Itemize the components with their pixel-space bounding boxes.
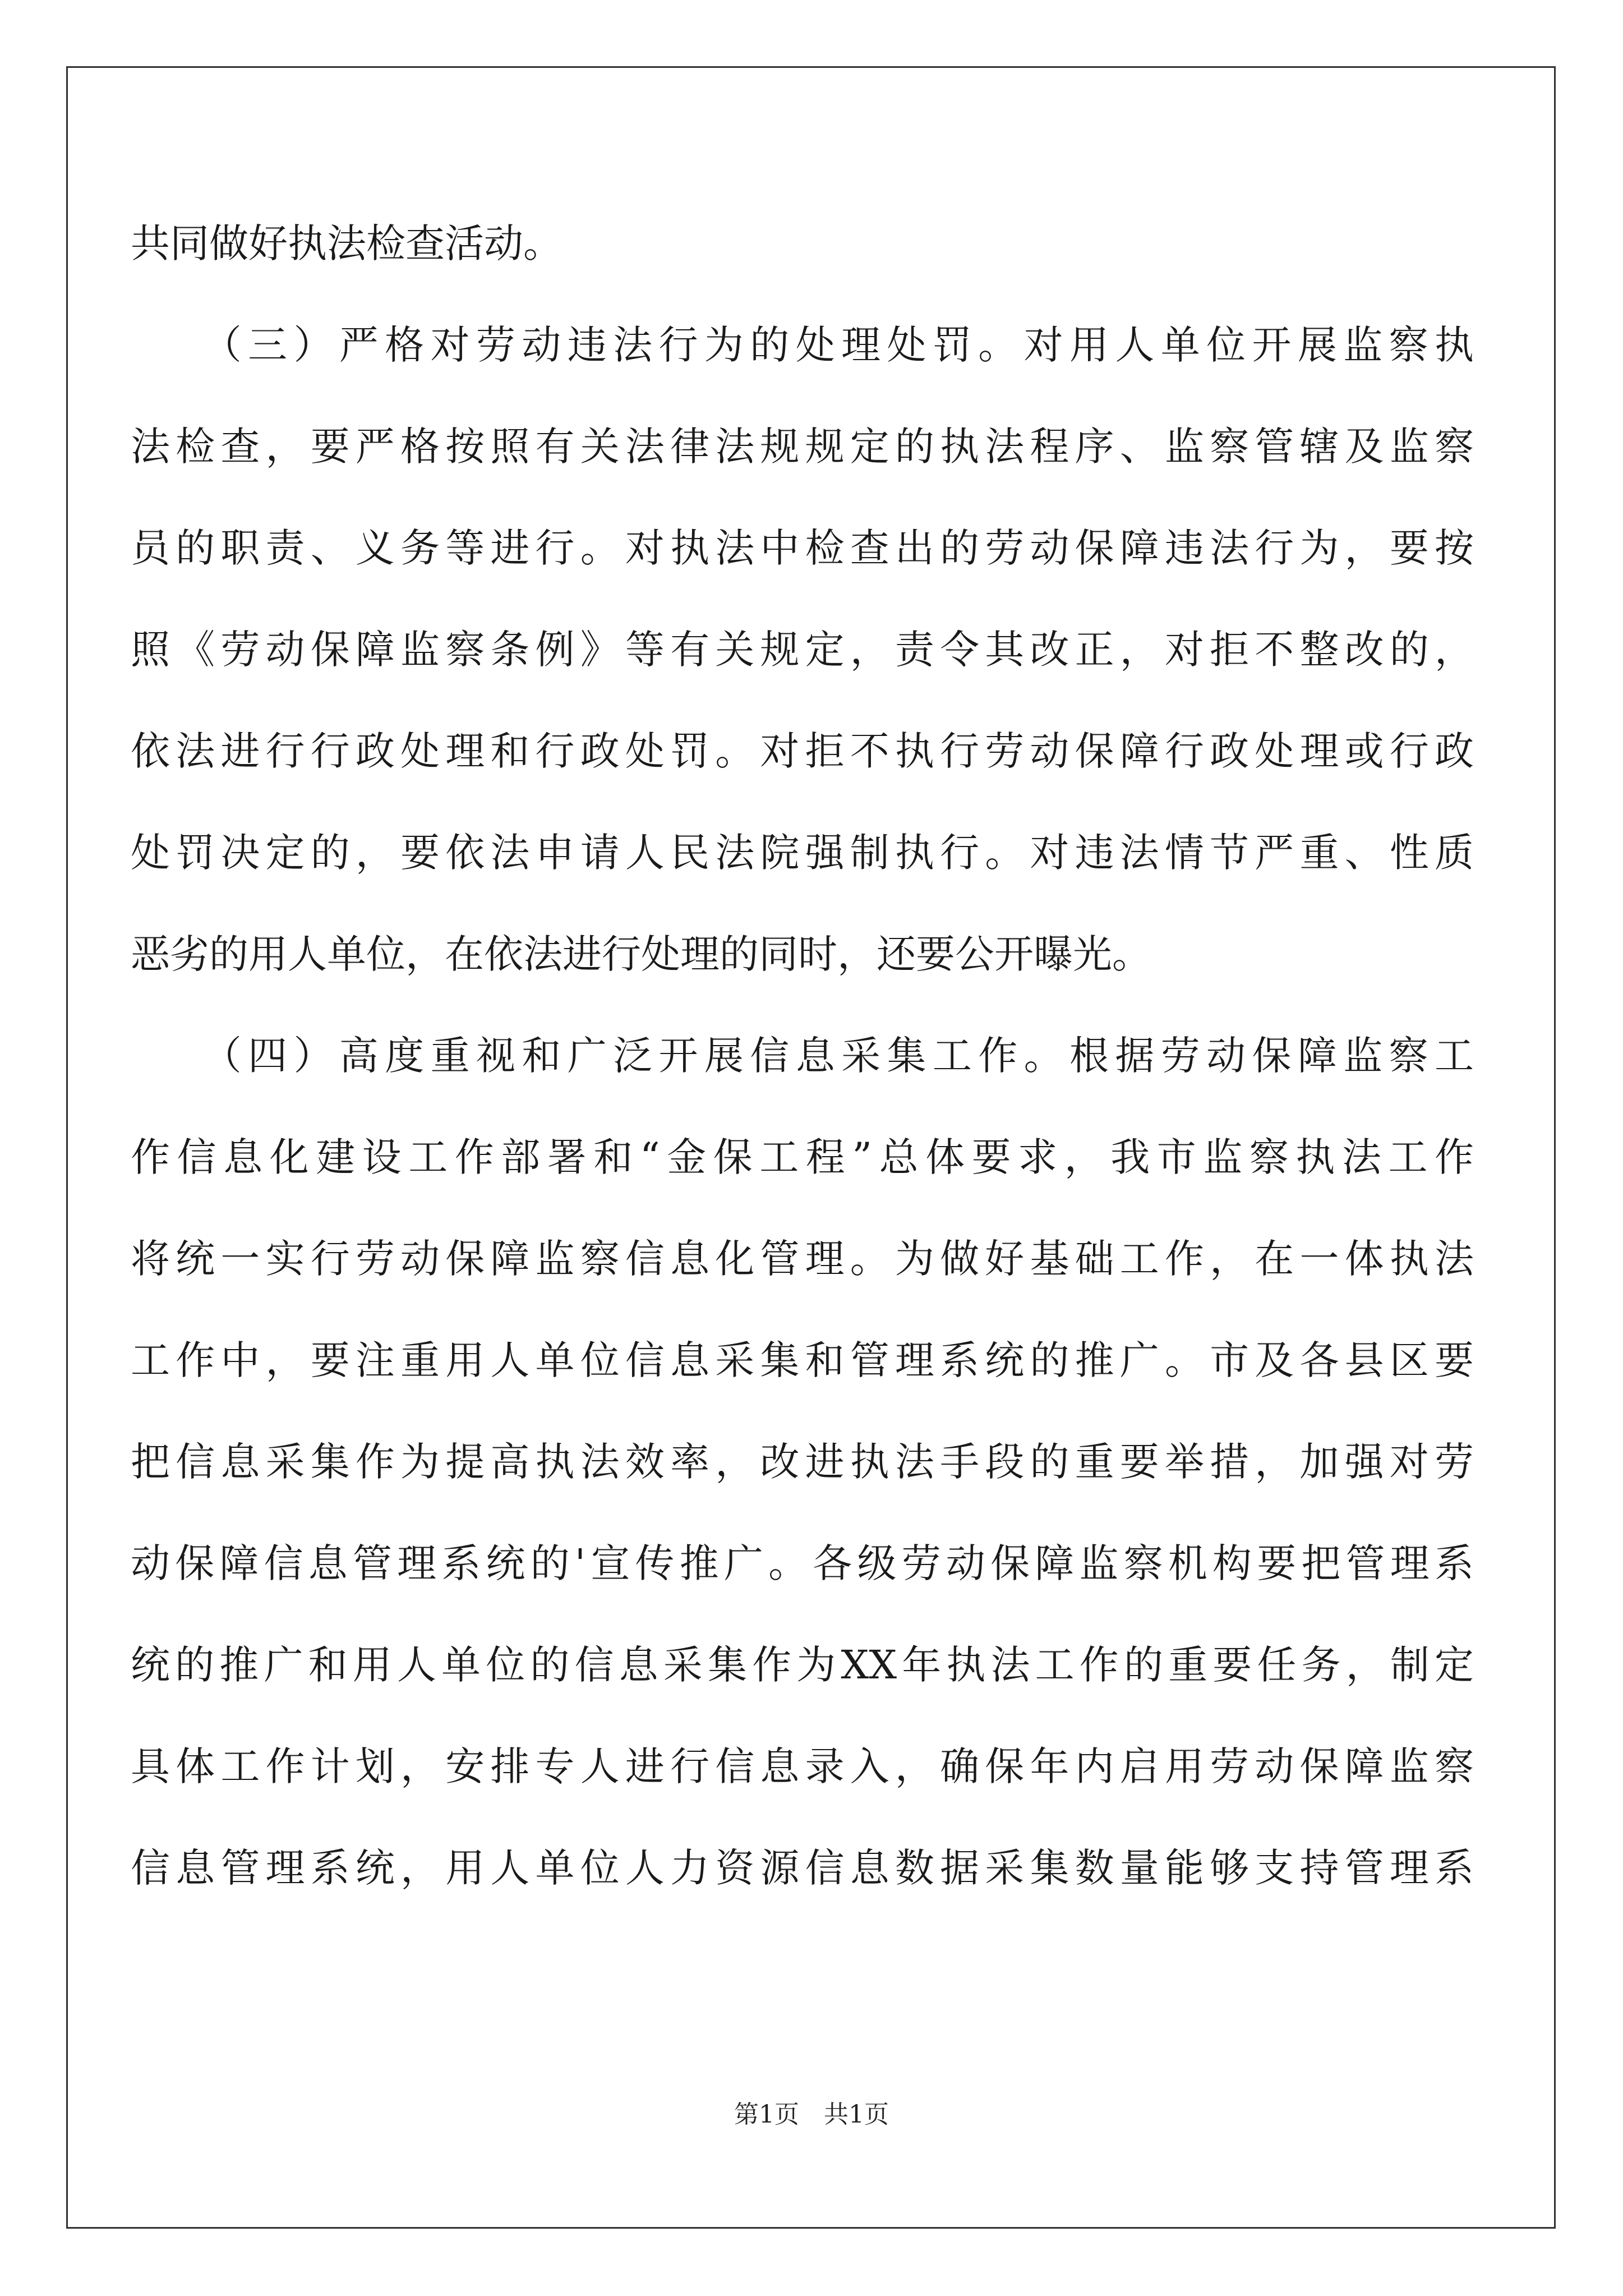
- text-line: 动保障信息管理系统的'宣传推广。各级劳动保障监察机构要把管理系: [131, 1540, 1474, 1586]
- text-line: （三）严格对劳动违法行为的处理处罚。对用人单位开展监察执: [131, 322, 1474, 368]
- document-body: [131, 199, 1474, 1925]
- text-line: 处罚决定的，要依法申请人民法院强制执行。对违法情节严重、性质: [131, 830, 1474, 876]
- text-line: 恶劣的用人单位，在依法进行处理的同时，还要公开曝光。: [131, 931, 1151, 977]
- text-line: 具体工作计划，安排专人进行信息录入，确保年内启用劳动保障监察: [131, 1743, 1474, 1789]
- text-line: 照《劳动保障监察条例》等有关规定，责令其改正，对拒不整改的，: [131, 627, 1474, 673]
- text-line: 工作中，要注重用人单位信息采集和管理系统的推广。市及各县区要: [131, 1337, 1474, 1383]
- text-line: 共同做好执法检查活动。: [131, 220, 562, 266]
- text-line: 法检查，要严格按照有关法律法规规定的执法程序、监察管辖及监察: [131, 424, 1474, 470]
- text-line: 依法进行行政处理和行政处罚。对拒不执行劳动保障行政处理或行政: [131, 728, 1474, 774]
- page-footer: 第1页 共1页: [734, 2100, 889, 2129]
- text-line: 把信息采集作为提高执法效率，改进执法手段的重要举措，加强对劳: [131, 1439, 1474, 1485]
- text-line: 将统一实行劳动保障监察信息化管理。为做好基础工作，在一体执法: [131, 1236, 1474, 1282]
- text-line: 作信息化建设工作部署和“金保工程”总体要求，我市监察执法工作: [131, 1134, 1474, 1180]
- text-line: （四）高度重视和广泛开展信息采集工作。根据劳动保障监察工: [131, 1033, 1474, 1079]
- text-line: 员的职责、义务等进行。对执法中检查出的劳动保障违法行为，要按: [131, 525, 1474, 571]
- text-line: 统的推广和用人单位的信息采集作为XX年执法工作的重要任务，制定: [131, 1642, 1474, 1688]
- text-line: 信息管理系统，用人单位人力资源信息数据采集数量能够支持管理系: [131, 1845, 1474, 1891]
